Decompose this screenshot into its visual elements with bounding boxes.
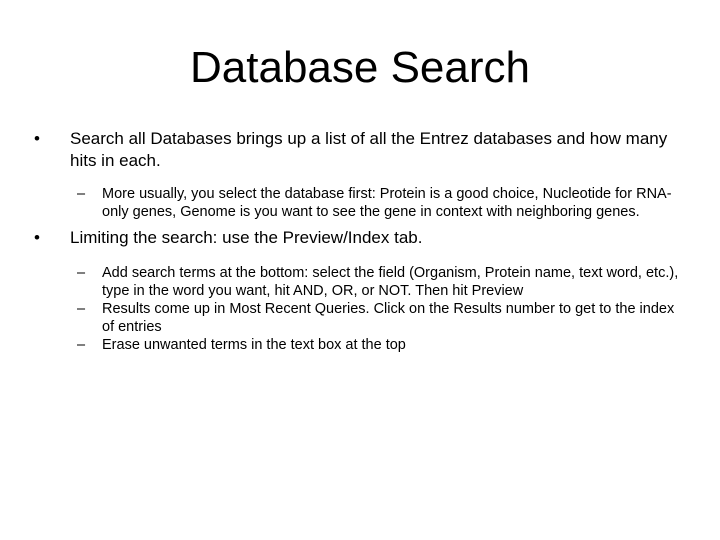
bullet-point-2-text: Limiting the search: use the Preview/Index tab. [70, 228, 423, 247]
sub-point-2-1 [0, 264, 720, 300]
slide-title: Database Search [190, 43, 530, 92]
sub-point-2-3-text: Erase unwanted terms in the text box at the top [102, 337, 406, 353]
sub-point-2-2-text: Results come up in Most Recent Queries. Click on the Results number to get to the index of entries [102, 301, 675, 335]
sub-point-2-3 [0, 336, 720, 354]
slide-body [0, 128, 720, 354]
dash-icon: – [77, 337, 86, 353]
sub-point-2-2 [0, 300, 720, 336]
dash-icon: – [77, 186, 86, 202]
sub-point-2-1-text: Add search terms at the bottom: select the field (Organism, Protein name, text word, etc.), type in the word you want, hit AND, OR, or NOT. Then hit Preview [102, 265, 679, 299]
dash-icon: – [77, 301, 86, 317]
bullet-point-1-text: Search all Databases brings up a list of all the Entrez databases and how many hits in each. [70, 129, 668, 170]
bullet-icon: • [34, 228, 40, 247]
bullet-point-2 [0, 227, 720, 249]
bullet-point-1 [0, 128, 720, 172]
sub-point-1-1 [0, 185, 720, 221]
dash-icon: – [77, 265, 86, 281]
bullet-icon: • [34, 129, 40, 148]
sub-point-1-1-text: More usually, you select the database first: Protein is a good choice, Nucleotide for RNA-only genes, Genome is you want to see the gene in context with neighboring genes. [102, 186, 672, 220]
